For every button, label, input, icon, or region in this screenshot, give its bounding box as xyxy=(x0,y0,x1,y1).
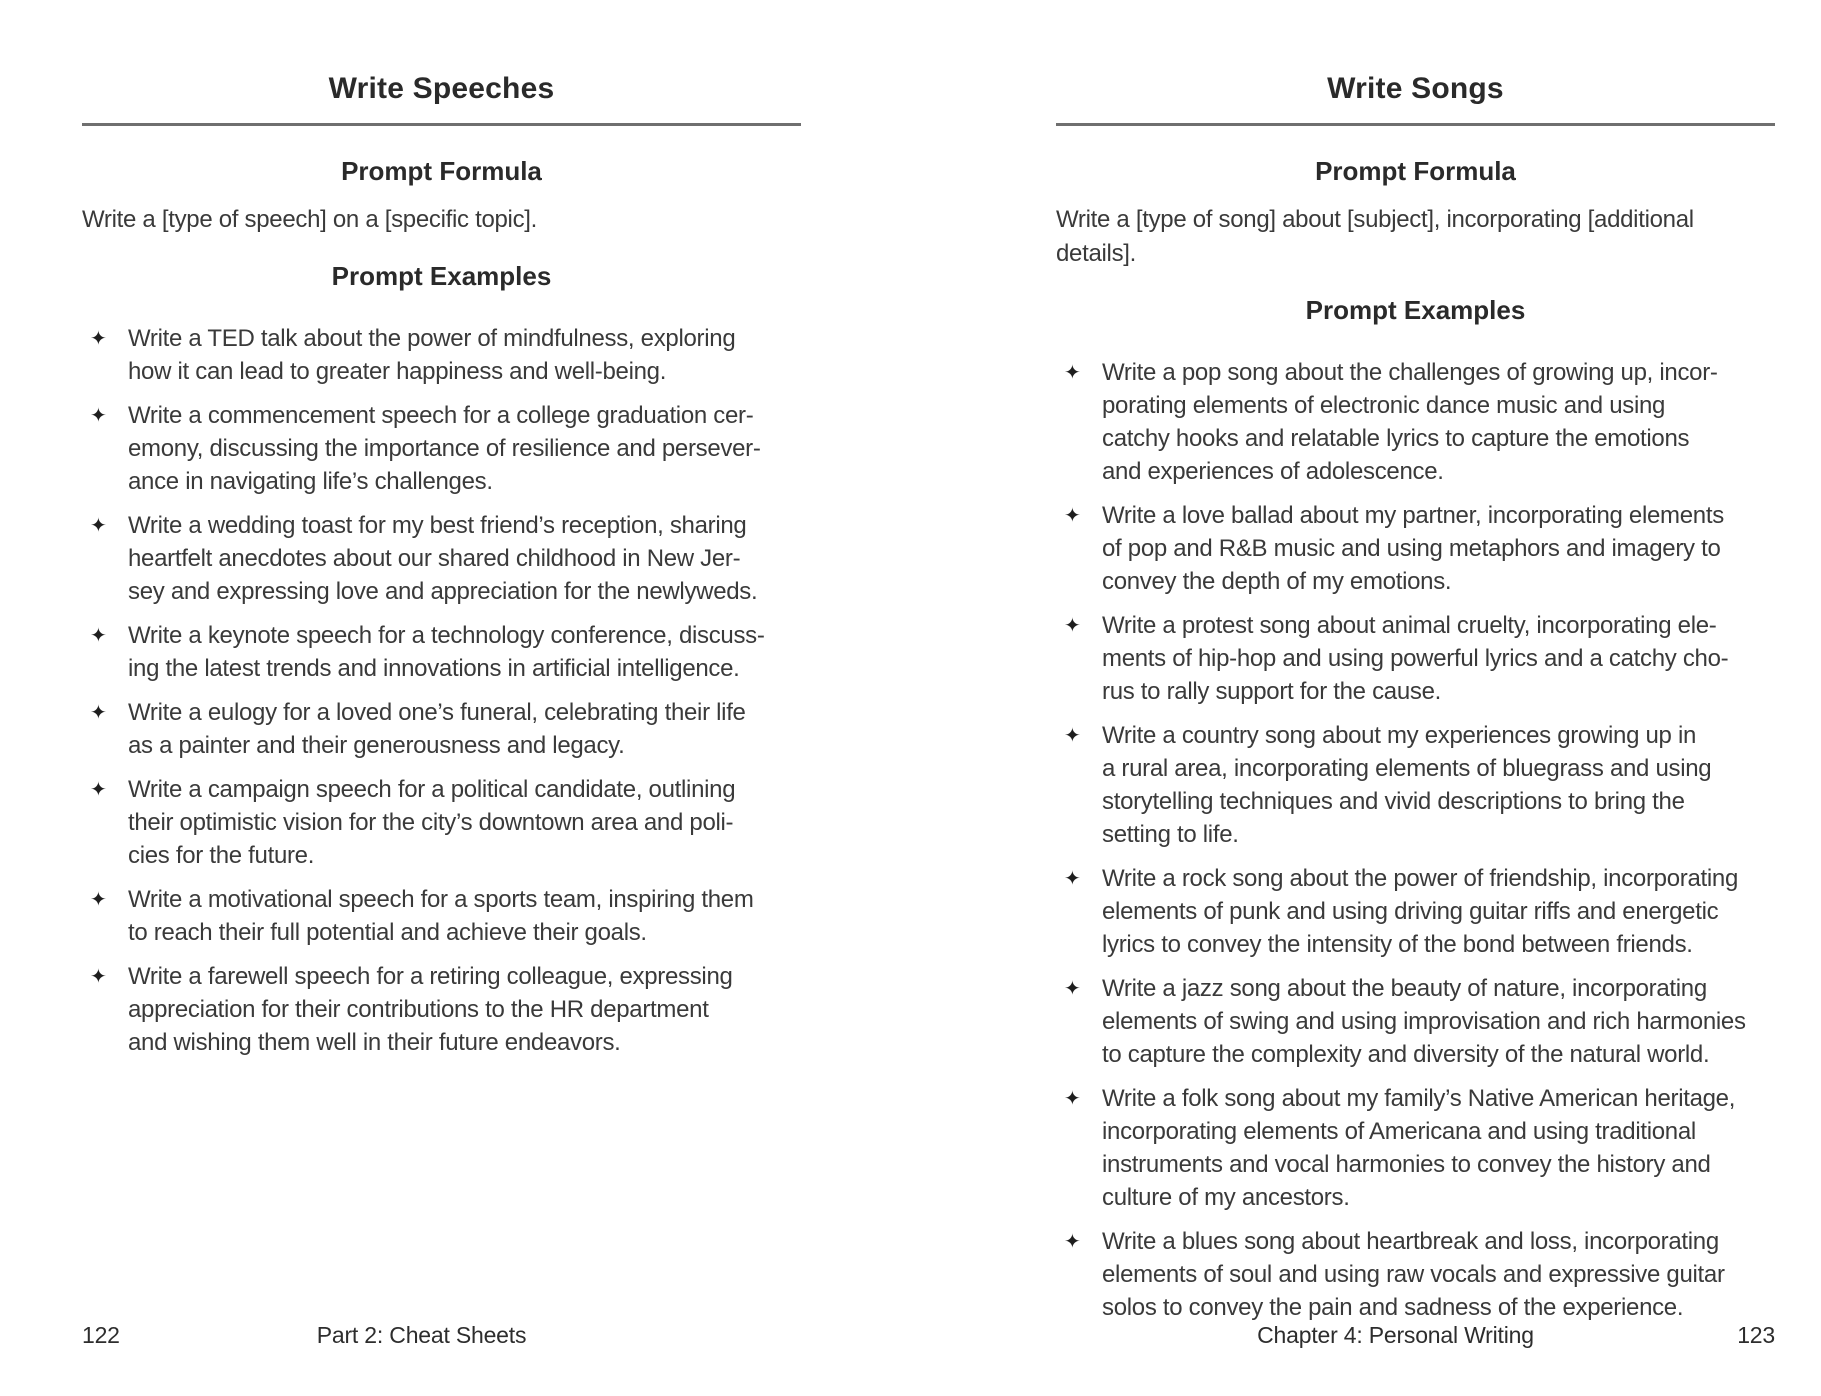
prompt-example-item xyxy=(1056,719,1775,851)
example-line: rus to rally support for the cause. xyxy=(1102,678,1442,705)
example-line: cies for the future. xyxy=(128,842,315,869)
example-line: culture of my ancestors. xyxy=(1102,1184,1350,1211)
page-write-speeches xyxy=(82,0,801,1396)
four-pointed-star-bullet-icon: ✦ xyxy=(1064,978,1081,1000)
example-line: to reach their full potential and achieve their goals. xyxy=(128,919,647,946)
page-number: 123 xyxy=(1737,1322,1775,1348)
example-line: catchy hooks and relatable lyrics to capture the emotions xyxy=(1102,425,1690,452)
prompt-example-item xyxy=(1056,609,1775,708)
example-text xyxy=(1102,1225,1775,1324)
example-line: Write a farewell speech for a retiring colleague, expressing xyxy=(128,963,733,990)
footer-section-label: Part 2: Cheat Sheets xyxy=(316,1322,527,1348)
prompt-example-item xyxy=(82,399,801,498)
four-pointed-star-bullet-icon: ✦ xyxy=(1064,1231,1081,1253)
four-pointed-star-bullet-icon: ✦ xyxy=(90,779,107,801)
example-text xyxy=(128,509,801,608)
example-line: elements of punk and using driving guitar riffs and energetic xyxy=(1102,898,1719,925)
example-line: Write a blues song about heartbreak and loss, incorporating xyxy=(1102,1228,1719,1255)
example-line: and experiences of adolescence. xyxy=(1102,458,1444,485)
example-line: solos to convey the pain and sadness of the experience. xyxy=(1102,1294,1684,1321)
example-line: Write a commencement speech for a college graduation cer- xyxy=(128,402,754,429)
formula-line: Write a [type of speech] on a [specific topic]. xyxy=(82,206,538,233)
four-pointed-star-bullet-icon: ✦ xyxy=(1064,868,1081,890)
prompt-example-item xyxy=(82,773,801,872)
example-line: Write a eulogy for a loved one’s funeral, celebrating their life xyxy=(128,699,746,726)
four-pointed-star-bullet-icon: ✦ xyxy=(90,515,107,537)
page-write-songs xyxy=(1056,0,1775,1396)
four-pointed-star-bullet-icon: ✦ xyxy=(90,702,107,724)
example-line: incorporating elements of Americana and using traditional xyxy=(1102,1118,1696,1145)
example-line: convey the depth of my emotions. xyxy=(1102,568,1452,595)
example-line: ments of hip-hop and using powerful lyrics and a catchy cho- xyxy=(1102,645,1729,672)
example-line: of pop and R&B music and using metaphors and imagery to xyxy=(1102,535,1721,562)
example-line: sey and expressing love and appreciation for the newlyweds. xyxy=(128,578,758,605)
example-line: a rural area, incorporating elements of bluegrass and using xyxy=(1102,755,1712,782)
four-pointed-star-bullet-icon: ✦ xyxy=(90,405,107,427)
example-text xyxy=(1102,609,1775,708)
example-text xyxy=(128,322,801,388)
example-line: Write a rock song about the power of friendship, incorporating xyxy=(1102,865,1738,892)
example-line: emony, discussing the importance of resilience and persever- xyxy=(128,435,761,462)
example-text xyxy=(1102,972,1775,1071)
prompt-example-item xyxy=(1056,862,1775,961)
prompt-formula-text xyxy=(82,203,801,237)
prompt-example-item xyxy=(82,883,801,949)
title-rule xyxy=(82,123,801,126)
example-line: porating elements of electronic dance music and using xyxy=(1102,392,1666,419)
formula-line: Write a [type of song] about [subject], incorporating [additional xyxy=(1056,206,1694,233)
example-text xyxy=(128,960,801,1059)
four-pointed-star-bullet-icon: ✦ xyxy=(1064,1088,1081,1110)
example-line: setting to life. xyxy=(1102,821,1239,848)
four-pointed-star-bullet-icon: ✦ xyxy=(1064,615,1081,637)
example-line: their optimistic vision for the city’s downtown area and poli- xyxy=(128,809,734,836)
prompt-example-item xyxy=(82,696,801,762)
prompt-example-item xyxy=(1056,499,1775,598)
prompt-example-item xyxy=(1056,972,1775,1071)
example-line: Write a motivational speech for a sports team, inspiring them xyxy=(128,886,754,913)
example-line: instruments and vocal harmonies to convey the history and xyxy=(1102,1151,1711,1178)
example-line: Write a jazz song about the beauty of nature, incorporating xyxy=(1102,975,1707,1002)
example-line: elements of swing and using improvisation and rich harmonies xyxy=(1102,1008,1746,1035)
example-line: and wishing them well in their future endeavors. xyxy=(128,1029,621,1056)
example-text xyxy=(128,883,801,949)
example-line: Write a love ballad about my partner, incorporating elements xyxy=(1102,502,1724,529)
example-line: storytelling techniques and vivid descriptions to bring the xyxy=(1102,788,1685,815)
prompt-examples-list xyxy=(1056,356,1775,1324)
prompt-examples-list xyxy=(82,322,801,1059)
example-text xyxy=(128,773,801,872)
formula-line: details]. xyxy=(1056,240,1137,267)
example-line: Write a campaign speech for a political candidate, outlining xyxy=(128,776,736,803)
example-text xyxy=(128,399,801,498)
page-title: Write Songs xyxy=(1327,72,1504,105)
footer-section-label: Chapter 4: Personal Writing xyxy=(1257,1322,1534,1348)
prompt-example-item xyxy=(1056,1225,1775,1324)
example-line: elements of soul and using raw vocals and expressive guitar xyxy=(1102,1261,1725,1288)
example-text xyxy=(1102,1082,1775,1214)
example-line: Write a wedding toast for my best friend’s reception, sharing xyxy=(128,512,747,539)
example-line: Write a pop song about the challenges of growing up, incor- xyxy=(1102,359,1718,386)
four-pointed-star-bullet-icon: ✦ xyxy=(90,625,107,647)
example-text xyxy=(128,696,801,762)
example-text xyxy=(1102,499,1775,598)
example-line: Write a TED talk about the power of mindfulness, exploring xyxy=(128,325,736,352)
prompt-example-item xyxy=(82,960,801,1059)
example-line: Write a keynote speech for a technology conference, discuss- xyxy=(128,622,765,649)
prompt-formula-heading: Prompt Formula xyxy=(1315,156,1516,186)
four-pointed-star-bullet-icon: ✦ xyxy=(1064,505,1081,527)
example-line: Write a country song about my experiences growing up in xyxy=(1102,722,1697,749)
prompt-example-item xyxy=(82,619,801,685)
four-pointed-star-bullet-icon: ✦ xyxy=(90,328,107,350)
example-line: appreciation for their contributions to the HR department xyxy=(128,996,709,1023)
example-text xyxy=(1102,862,1775,961)
example-text xyxy=(1102,356,1775,488)
prompt-formula-text xyxy=(1056,203,1775,271)
prompt-examples-heading: Prompt Examples xyxy=(331,261,552,291)
example-line: how it can lead to greater happiness and well-being. xyxy=(128,358,667,385)
example-line: Write a protest song about animal cruelty, incorporating ele- xyxy=(1102,612,1717,639)
four-pointed-star-bullet-icon: ✦ xyxy=(1064,725,1081,747)
page-footer xyxy=(1056,1322,1775,1349)
prompt-formula-heading: Prompt Formula xyxy=(341,156,542,186)
example-line: lyrics to convey the intensity of the bond between friends. xyxy=(1102,931,1693,958)
prompt-example-item xyxy=(82,322,801,388)
example-line: as a painter and their generousness and legacy. xyxy=(128,732,625,759)
page-title: Write Speeches xyxy=(328,72,555,105)
four-pointed-star-bullet-icon: ✦ xyxy=(90,966,107,988)
four-pointed-star-bullet-icon: ✦ xyxy=(1064,362,1081,384)
example-line: to capture the complexity and diversity of the natural world. xyxy=(1102,1041,1710,1068)
page-number: 122 xyxy=(82,1322,120,1348)
example-text xyxy=(128,619,801,685)
prompt-examples-heading: Prompt Examples xyxy=(1305,295,1526,325)
prompt-example-item xyxy=(82,509,801,608)
prompt-example-item xyxy=(1056,1082,1775,1214)
example-line: Write a folk song about my family’s Native American heritage, xyxy=(1102,1085,1736,1112)
page-footer xyxy=(82,1322,801,1349)
example-line: ance in navigating life’s challenges. xyxy=(128,468,493,495)
example-line: ing the latest trends and innovations in artificial intelligence. xyxy=(128,655,740,682)
prompt-example-item xyxy=(1056,356,1775,488)
example-line: heartfelt anecdotes about our shared childhood in New Jer- xyxy=(128,545,741,572)
example-text xyxy=(1102,719,1775,851)
title-rule xyxy=(1056,123,1775,126)
four-pointed-star-bullet-icon: ✦ xyxy=(90,889,107,911)
